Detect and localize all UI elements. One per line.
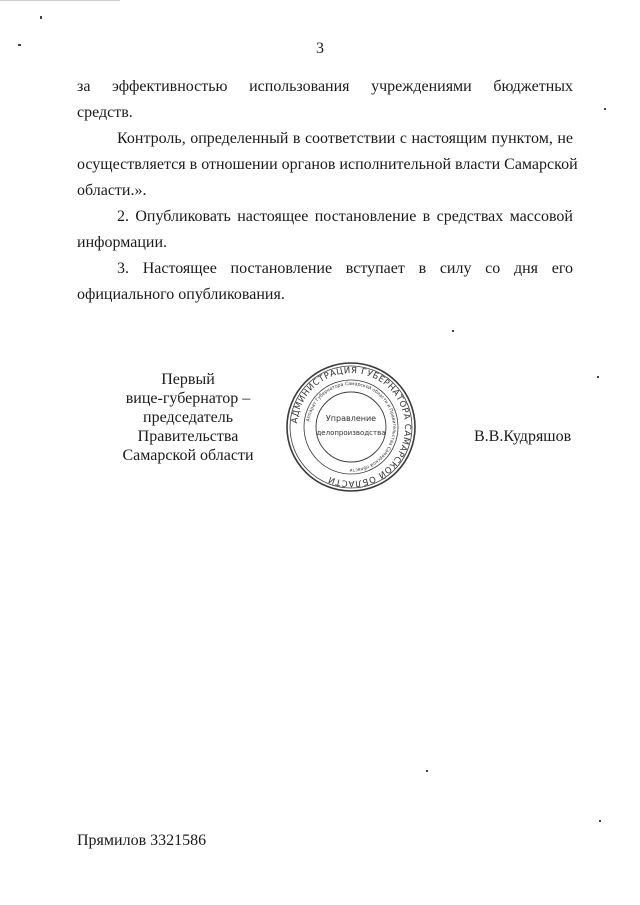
paragraph-item-3 <box>77 256 573 308</box>
position-line: председатель Правительства <box>137 409 239 445</box>
scan-speck <box>597 376 599 378</box>
signatory-position <box>98 370 278 465</box>
paragraph-line: средств. <box>77 104 133 121</box>
paragraph-line: осуществляется в отношении органов исполнительной власти Самарской <box>77 156 578 173</box>
seal-center-line: Управление <box>325 414 377 423</box>
position-line: вице-губернатор – <box>125 390 251 407</box>
paragraph-line: 2. Опубликовать настоящее постановление в средствах массовой <box>117 208 573 225</box>
paragraph-line: области.». <box>77 182 147 199</box>
executor-note: Прямилов 3321586 <box>77 832 207 849</box>
paragraph-line: за эффективностью использования учреждениями бюджетных <box>77 78 573 95</box>
official-seal <box>284 360 418 494</box>
scan-edge <box>0 0 120 1</box>
position-line: Первый <box>161 371 215 388</box>
scan-speck <box>40 16 42 19</box>
scan-speck <box>604 108 606 110</box>
paragraph-line: 3. Настоящее постановление вступает в силу со дня его <box>117 260 573 277</box>
paragraph-line: информации. <box>77 234 168 251</box>
scan-speck <box>452 330 454 332</box>
paragraph-line: официального опубликования. <box>77 286 285 303</box>
position-line: Самарской области <box>122 447 254 464</box>
seal-center-line: делопроизводства <box>316 429 386 437</box>
seal-inner-ring <box>316 392 386 462</box>
seal-inner-text: Аппарат Губернатора Самарской области и Правительства Самарской области <box>306 381 397 473</box>
signatory-name: В.В.Кудряшов <box>474 428 572 445</box>
seal-outer-text: АДМИНИСТРАЦИЯ ГУБЕРНАТОРА САМАРСКОЙ ОБЛАСТИ <box>290 365 413 489</box>
seal-middle-ring <box>304 380 398 474</box>
paragraph-continuation <box>77 74 573 126</box>
scan-speck <box>599 820 601 822</box>
paragraph-control <box>77 126 578 204</box>
scan-speck <box>426 770 428 772</box>
page-number: 3 <box>316 40 324 57</box>
paragraph-line: Контроль, определенный в соответствии с настоящим пунктом, не <box>117 130 573 147</box>
paragraph-item-2 <box>77 204 573 256</box>
